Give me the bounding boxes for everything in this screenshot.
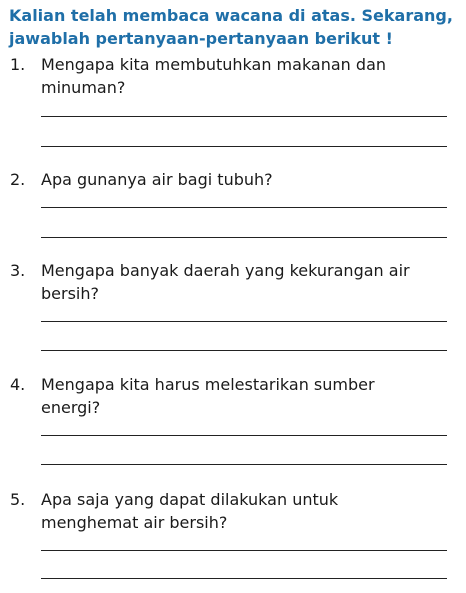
question-number: 5. — [10, 490, 26, 509]
answer-line[interactable] — [41, 578, 447, 579]
answer-line[interactable] — [41, 464, 447, 465]
question-text: Apa saja yang dapat dilakukan untuk menghemat air bersih? — [41, 490, 339, 532]
instruction-heading: Kalian telah membaca wacana di atas. Sekarang, jawablah pertanyaan-pertanyaan berikut ! — [9, 6, 453, 48]
answer-line[interactable] — [41, 321, 447, 322]
answer-line[interactable] — [41, 146, 447, 147]
answer-line[interactable] — [41, 350, 447, 351]
question-text: Mengapa kita membutuhkan makanan dan minuman? — [41, 55, 387, 97]
answer-line[interactable] — [41, 237, 447, 238]
question-text: Mengapa kita harus melestarikan sumber energi? — [41, 375, 375, 417]
answer-line[interactable] — [41, 116, 447, 117]
question-text: Mengapa banyak daerah yang kekurangan air bersih? — [41, 261, 410, 303]
answer-line[interactable] — [41, 435, 447, 436]
question-number: 2. — [10, 170, 26, 189]
question-text: Apa gunanya air bagi tubuh? — [41, 170, 273, 189]
question-number: 1. — [10, 55, 26, 74]
answer-line[interactable] — [41, 550, 447, 551]
answer-line[interactable] — [41, 207, 447, 208]
question-number: 3. — [10, 261, 26, 280]
question-number: 4. — [10, 375, 26, 394]
